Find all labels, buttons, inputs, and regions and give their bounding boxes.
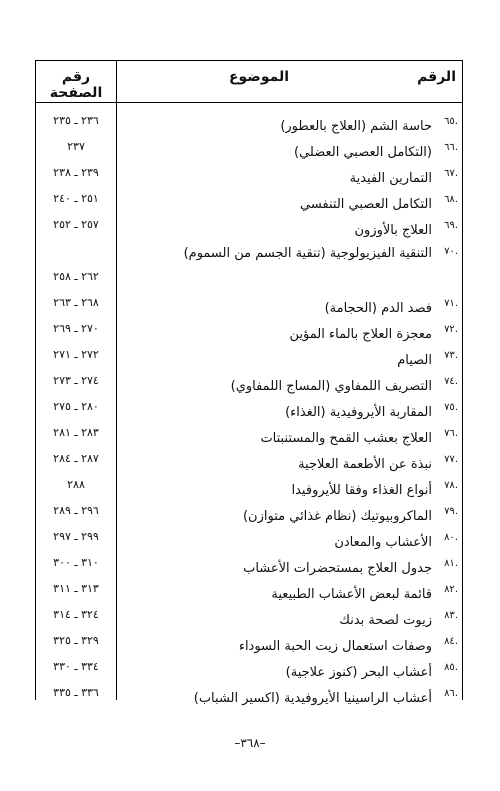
table-row <box>36 449 462 475</box>
table-row <box>36 319 462 345</box>
table-row <box>36 423 462 449</box>
row-number: .٧٥ <box>444 402 458 413</box>
row-topic: المقاربة الأيروفيدية (الغذاء) <box>285 405 432 420</box>
row-topic: أنواع الغذاء وفقا للأيروفيدا <box>291 483 432 498</box>
row-number: .٧١ <box>444 298 458 309</box>
table-header <box>36 61 462 103</box>
row-number: .٧٢ <box>444 324 458 335</box>
row-topic: أعشاب الراسينيا الأيروفيدية (اكسير الشباب) <box>193 691 432 706</box>
row-page-range: ٣١٣ ـ ٣١١ <box>53 582 99 595</box>
row-number: .٨١ <box>444 558 458 569</box>
row-topic: معجزة العلاج بالماء المؤين <box>289 327 432 342</box>
page-number: –٣٦٨– <box>234 736 266 750</box>
header-page-number: رقم الصفحة <box>49 69 103 101</box>
table-row <box>36 371 462 397</box>
table-row <box>36 215 462 241</box>
row-number: .٨٢ <box>444 584 458 595</box>
row-number: .٧٦ <box>444 428 458 439</box>
table-row <box>36 189 462 215</box>
table-row <box>36 345 462 371</box>
table-row <box>36 111 462 137</box>
row-topic: أعشاب البحر (كنوز علاجية) <box>285 665 432 680</box>
row-page-range: ٣٢٩ ـ ٣٢٥ <box>53 634 99 647</box>
row-page-range: ٣٣٤ ـ ٣٣٠ <box>53 660 99 673</box>
row-page-range: ٢٥١ ـ ٢٤٠ <box>53 192 99 205</box>
row-page-range: ٢٨٧ ـ ٢٨٤ <box>53 452 99 465</box>
row-topic: الصيام <box>397 353 432 368</box>
row-page-range: ٢٨٠ ـ ٢٧٥ <box>53 400 99 413</box>
table-row <box>36 527 462 553</box>
row-topic: حاسة الشم (العلاج بالعطور) <box>280 119 432 134</box>
table-row <box>36 553 462 579</box>
table-row <box>36 501 462 527</box>
row-topic: التكامل العصبي التنفسي <box>299 197 432 212</box>
row-topic: الأعشاب والمعادن <box>334 535 432 550</box>
header-number: الرقم <box>417 69 456 85</box>
row-number: .٧٠ <box>444 246 458 257</box>
row-number: .٨٠ <box>444 532 458 543</box>
row-page-range: ٢٥٧ ـ ٢٥٢ <box>53 218 99 231</box>
table-row <box>36 475 462 501</box>
row-topic: جدول العلاج بمستحضرات الأعشاب <box>243 561 432 576</box>
row-number: .٦٦ <box>444 142 458 153</box>
row-number: .٨٣ <box>444 610 458 621</box>
row-page-range: ٢٧٠ ـ ٢٦٩ <box>53 322 99 335</box>
row-page-range: ٢٧٤ ـ ٢٧٣ <box>53 374 99 387</box>
row-page-range: ٢٣٩ ـ ٢٣٨ <box>53 166 99 179</box>
table-row <box>36 293 462 319</box>
row-page-range: ٢٨٨ <box>67 478 85 491</box>
row-page-range: ٢٣٧ <box>67 140 85 153</box>
row-topic: العلاج بعشب القمح والمستنبتات <box>260 431 432 446</box>
table-row <box>36 631 462 657</box>
row-topic: التنقية الفيزيولوجية (تنقية الجسم من السموم) <box>183 246 432 261</box>
row-topic: فصد الدم (الحجامة) <box>324 301 432 316</box>
toc-rows <box>36 111 462 709</box>
row-topic: التصريف اللمفاوي (المساج اللمفاوي) <box>230 379 432 394</box>
row-number: .٦٥ <box>444 116 458 127</box>
row-number: .٧٣ <box>444 350 458 361</box>
row-page-range: ٢٩٩ ـ ٢٩٧ <box>53 530 99 543</box>
table-row <box>36 163 462 189</box>
row-topic: زيوت لصحة بدنك <box>339 613 432 628</box>
row-number: .٨٤ <box>444 636 458 647</box>
row-number: .٧٨ <box>444 480 458 491</box>
row-page-range: ٣٣٦ ـ ٣٣٥ <box>53 686 99 699</box>
row-number: .٦٨ <box>444 194 458 205</box>
row-page-range: ٢٦٢ ـ ٢٥٨ <box>53 270 99 283</box>
header-topic: الموضوع <box>228 69 290 85</box>
row-number: .٧٤ <box>444 376 458 387</box>
row-number: .٨٦ <box>444 688 458 699</box>
row-page-range: ٣١٠ ـ ٣٠٠ <box>53 556 99 569</box>
row-topic: الماكروبيوتيك (نظام غذائي متوازن) <box>242 509 432 524</box>
row-page-range: ٢٣٦ ـ ٢٣٥ <box>53 114 99 127</box>
row-topic: وصفات استعمال زيت الحبة السوداء <box>238 639 432 654</box>
row-topic: (التكامل العصبي العضلي) <box>294 145 432 160</box>
table-row <box>36 241 462 293</box>
row-topic: قائمة لبعض الأعشاب الطبيعية <box>271 587 432 602</box>
row-page-range: ٢٦٨ ـ ٢٦٣ <box>53 296 99 309</box>
row-page-range: ٣٢٤ ـ ٣١٤ <box>53 608 99 621</box>
row-topic: التمارين الفيدية <box>349 171 432 186</box>
table-row <box>36 605 462 631</box>
toc-table <box>35 60 463 706</box>
table-row <box>36 657 462 683</box>
row-number: .٨٥ <box>444 662 458 673</box>
row-number: .٧٧ <box>444 454 458 465</box>
table-row <box>36 137 462 163</box>
row-number: .٦٧ <box>444 168 458 179</box>
row-page-range: ٢٧٢ ـ ٢٧١ <box>53 348 99 361</box>
row-topic: نبذة عن الأطعمة العلاجية <box>298 457 432 472</box>
table-row <box>36 397 462 423</box>
table-row <box>36 683 462 709</box>
row-page-range: ٢٨٣ ـ ٢٨١ <box>53 426 99 439</box>
row-number: .٦٩ <box>444 220 458 231</box>
row-page-range: ٢٩٦ ـ ٢٨٩ <box>53 504 99 517</box>
row-topic: العلاج بالأوزون <box>354 223 432 238</box>
table-row <box>36 579 462 605</box>
row-number: .٧٩ <box>444 506 458 517</box>
